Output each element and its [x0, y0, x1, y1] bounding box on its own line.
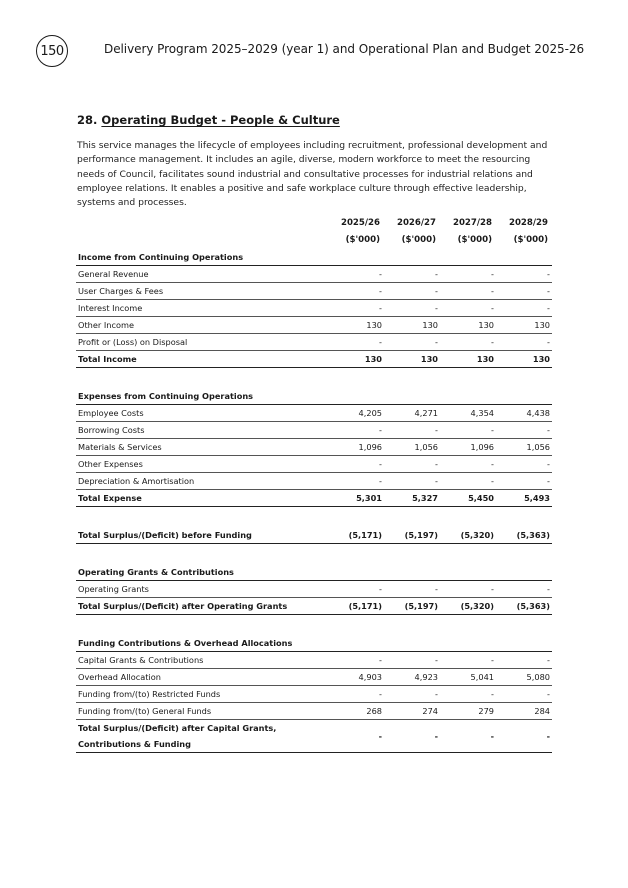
column-unit: ($'000) [457, 235, 492, 245]
table-row [76, 669, 552, 686]
row-value: - [491, 584, 494, 594]
table-row [76, 422, 552, 439]
group-heading-expenses [76, 388, 552, 405]
row-value: - [435, 269, 438, 279]
row-label: Depreciation & Amortisation [78, 476, 195, 486]
row-value: (5,171) [348, 530, 382, 540]
row-value: - [547, 655, 550, 665]
row-label: Materials & Services [78, 442, 162, 452]
row-value: (5,197) [404, 530, 438, 540]
row-value: - [547, 269, 550, 279]
row-label: Other Expenses [78, 459, 143, 469]
section-number: 28. [77, 113, 98, 127]
row-value: (5,363) [516, 530, 550, 540]
group-heading-income [76, 249, 552, 266]
row-label: Borrowing Costs [78, 425, 145, 435]
row-value: - [435, 655, 438, 665]
table-row [76, 405, 552, 422]
group-heading-funding [76, 635, 552, 652]
total-row-after-capital-grants [76, 720, 552, 753]
row-label: Interest Income [78, 303, 143, 313]
row-value: - [491, 286, 494, 296]
row-value: - [379, 303, 382, 313]
row-value: (5,363) [516, 601, 550, 611]
row-value: - [491, 689, 494, 699]
section-spacer [76, 368, 552, 388]
column-year: 2026/27 [396, 218, 436, 228]
row-value: 268 [366, 706, 382, 716]
row-value: - [435, 459, 438, 469]
row-value: (5,320) [460, 601, 494, 611]
page-number-badge [36, 35, 68, 67]
total-row-surplus-before-funding [76, 527, 552, 544]
row-value: 4,271 [414, 408, 438, 418]
row-label: User Charges & Fees [78, 286, 164, 296]
row-value: - [379, 459, 382, 469]
column-unit: ($'000) [401, 235, 436, 245]
row-value: - [435, 425, 438, 435]
row-value: - [435, 303, 438, 313]
row-value: - [379, 476, 382, 486]
group-heading-label: Funding Contributions & Overhead Allocations [78, 638, 293, 648]
row-value: - [491, 303, 494, 313]
group-heading-label: Expenses from Continuing Operations [78, 391, 254, 401]
row-value: 130 [420, 354, 438, 364]
row-value: - [434, 731, 438, 741]
row-value: - [491, 459, 494, 469]
column-year: 2025/26 [340, 218, 380, 228]
row-value: 130 [422, 320, 438, 330]
row-value: 284 [534, 706, 550, 716]
row-value: 5,080 [526, 672, 550, 682]
table-row [76, 703, 552, 720]
running-header: Delivery Program 2025–2029 (year 1) and Operational Plan and Budget 2025-26 [104, 42, 585, 56]
row-value: - [435, 584, 438, 594]
group-heading-grants [76, 564, 552, 581]
row-label: Total Surplus/(Deficit) after Capital Grants, Contributions & Funding [78, 723, 277, 749]
row-value: - [547, 337, 550, 347]
row-value: 5,327 [412, 493, 438, 503]
row-value: 1,096 [470, 442, 494, 452]
row-value: - [379, 337, 382, 347]
row-value: - [547, 689, 550, 699]
row-value: - [379, 655, 382, 665]
table-header [76, 215, 552, 249]
row-value: 5,450 [468, 493, 494, 503]
row-value: 274 [422, 706, 438, 716]
operating-budget-table [76, 215, 552, 753]
column-header [492, 215, 548, 249]
group-heading-label: Income from Continuing Operations [78, 252, 244, 262]
row-value: - [378, 731, 382, 741]
row-value: (5,320) [460, 530, 494, 540]
column-unit: ($'000) [513, 235, 548, 245]
table-row [76, 283, 552, 300]
row-value: - [435, 689, 438, 699]
section-title [77, 113, 340, 127]
row-value: (5,171) [348, 601, 382, 611]
row-value: 130 [366, 320, 382, 330]
row-value: 4,354 [470, 408, 494, 418]
table-row [76, 300, 552, 317]
row-label: Operating Grants [78, 584, 149, 594]
row-label: Total Income [78, 354, 137, 364]
column-header [380, 215, 436, 249]
column-year: 2027/28 [452, 218, 492, 228]
table-row [76, 456, 552, 473]
row-value: 5,493 [524, 493, 550, 503]
column-unit: ($'000) [345, 235, 380, 245]
row-label: Overhead Allocation [78, 672, 161, 682]
row-value: 5,301 [356, 493, 382, 503]
row-value: - [490, 731, 494, 741]
row-label: Profit or (Loss) on Disposal [78, 337, 188, 347]
row-value: - [547, 584, 550, 594]
row-value: (5,197) [404, 601, 438, 611]
table-row [76, 266, 552, 283]
column-header [436, 215, 492, 249]
row-label: Total Expense [78, 493, 142, 503]
column-header [324, 215, 380, 249]
row-value: 279 [478, 706, 494, 716]
row-label: General Revenue [78, 269, 149, 279]
row-value: - [547, 425, 550, 435]
row-value: - [547, 303, 550, 313]
row-value: - [491, 425, 494, 435]
row-value: - [547, 459, 550, 469]
row-value: - [435, 337, 438, 347]
row-value: - [379, 269, 382, 279]
row-value: - [379, 286, 382, 296]
row-label: Total Surplus/(Deficit) before Funding [78, 530, 252, 540]
row-value: 4,438 [526, 408, 550, 418]
row-value: 1,056 [414, 442, 438, 452]
row-label: Employee Costs [78, 408, 144, 418]
section-description: This service manages the lifecycle of employees including recruitment, professional development and performance management. It includes an agile, diverse, modern workforce to meet the resourcing needs of Council, facilitates sound industrial and consultative processes for industrial relations and employee relations. It enables a positive and safe workplace culture through effective leadership, systems and processes. [77, 140, 548, 209]
row-value: - [379, 425, 382, 435]
row-value: - [491, 337, 494, 347]
table-row [76, 652, 552, 669]
row-value: 1,056 [526, 442, 550, 452]
row-label: Other Income [78, 320, 134, 330]
row-value: 130 [534, 320, 550, 330]
row-value: - [435, 286, 438, 296]
column-year: 2028/29 [508, 218, 548, 228]
row-value: 130 [478, 320, 494, 330]
row-label: Funding from/(to) Restricted Funds [78, 689, 221, 699]
row-value: 130 [532, 354, 550, 364]
section-spacer [76, 507, 552, 527]
row-value: - [547, 286, 550, 296]
row-value: - [379, 689, 382, 699]
table-row [76, 473, 552, 490]
row-value: 5,041 [470, 672, 494, 682]
row-value: - [546, 731, 550, 741]
row-value: - [435, 476, 438, 486]
page-number: 150 [40, 43, 64, 59]
row-value: - [491, 655, 494, 665]
row-value: 1,096 [358, 442, 382, 452]
row-value: 130 [364, 354, 382, 364]
table-row [76, 581, 552, 598]
section-title-text: Operating Budget - People & Culture [101, 113, 340, 127]
section-spacer [76, 544, 552, 564]
group-heading-label: Operating Grants & Contributions [78, 567, 234, 577]
row-label: Capital Grants & Contributions [78, 655, 204, 665]
row-value: 130 [476, 354, 494, 364]
table-row [76, 686, 552, 703]
table-row [76, 317, 552, 334]
row-value: - [491, 269, 494, 279]
row-value: 4,205 [358, 408, 382, 418]
row-value: - [547, 476, 550, 486]
row-label: Funding from/(to) General Funds [78, 706, 212, 716]
total-row-income [76, 351, 552, 368]
table-row [76, 439, 552, 456]
row-label: Total Surplus/(Deficit) after Operating Grants [78, 601, 288, 611]
total-row-expense [76, 490, 552, 507]
total-row-after-operating-grants [76, 598, 552, 615]
table-row [76, 334, 552, 351]
section-spacer [76, 615, 552, 635]
row-value: 4,923 [414, 672, 438, 682]
row-value: - [491, 476, 494, 486]
row-value: 4,903 [358, 672, 382, 682]
row-value: - [379, 584, 382, 594]
